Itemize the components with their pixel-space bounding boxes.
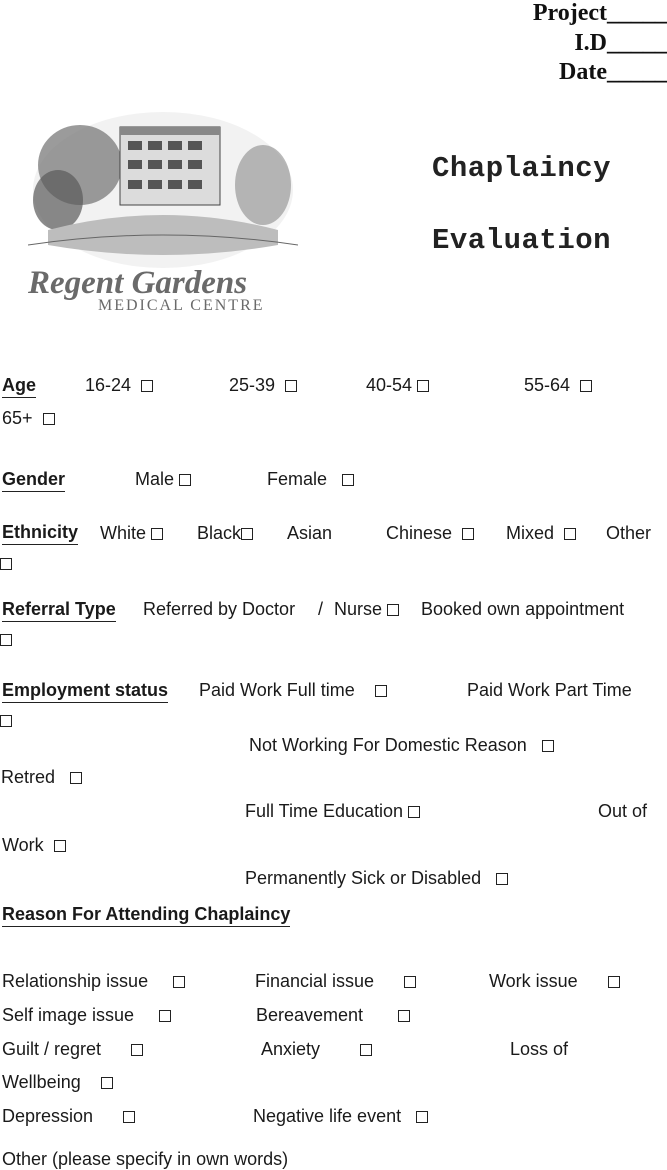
checkbox[interactable] [70, 772, 82, 784]
referral-slash: / [318, 599, 324, 619]
checkbox[interactable] [101, 1077, 113, 1089]
reason-loss-of: Loss of [510, 1039, 569, 1059]
checkbox[interactable] [0, 634, 12, 646]
checkbox[interactable] [285, 380, 297, 392]
age-label: Age [2, 375, 36, 398]
reason-wellbeing: Wellbeing [2, 1072, 113, 1093]
checkbox[interactable] [387, 604, 399, 616]
gender-option-male: Male [135, 469, 191, 490]
employment-status-label: Employment status [2, 680, 168, 703]
reason-financial: Financial issue [255, 971, 416, 992]
ethnicity-option-asian: Asian [287, 523, 333, 543]
gender-option-female: Female [267, 469, 354, 490]
employment-out-of-work: Work [2, 835, 66, 856]
reason-guilt: Guilt / regret [2, 1039, 143, 1060]
age-option-16-24: 16-24 [85, 375, 153, 396]
ethnicity-option-white: White [100, 523, 163, 544]
checkbox[interactable] [398, 1010, 410, 1022]
ethnicity-other-checkbox [0, 556, 12, 574]
checkbox[interactable] [375, 685, 387, 697]
referral-nurse: Nurse [334, 599, 399, 620]
age-option-25-39: 25-39 [229, 375, 297, 396]
reason-other: Other (please specify in own words) [2, 1149, 289, 1169]
checkbox[interactable] [241, 528, 253, 540]
employment-retired: Retred [1, 767, 82, 788]
ethnicity-option-other: Other [606, 523, 652, 543]
checkbox[interactable] [342, 474, 354, 486]
title-line-1: Chaplaincy [432, 152, 612, 185]
employment-domestic: Not Working For Domestic Reason [249, 735, 554, 756]
checkbox[interactable] [462, 528, 474, 540]
ethnicity-option-chinese: Chinese [386, 523, 474, 544]
checkbox[interactable] [54, 840, 66, 852]
checkbox[interactable] [416, 1111, 428, 1123]
ethnicity-option-mixed: Mixed [506, 523, 576, 544]
checkbox[interactable] [159, 1010, 171, 1022]
checkbox[interactable] [173, 976, 185, 988]
employment-part-time: Paid Work Part Time [467, 680, 632, 700]
regent-gardens-logo [28, 105, 298, 320]
checkbox[interactable] [496, 873, 508, 885]
reason-work: Work issue [489, 971, 620, 992]
checkbox[interactable] [564, 528, 576, 540]
checkbox[interactable] [608, 976, 620, 988]
referral-type-label: Referral Type [2, 599, 116, 622]
date-field[interactable]: Date_____ [559, 59, 667, 85]
checkbox[interactable] [417, 380, 429, 392]
checkbox[interactable] [179, 474, 191, 486]
checkbox[interactable] [360, 1044, 372, 1056]
checkbox[interactable] [43, 413, 55, 425]
checkbox[interactable] [0, 715, 12, 727]
reason-bereavement: Bereavement [256, 1005, 410, 1026]
reason-negative-life-event: Negative life event [253, 1106, 428, 1127]
checkbox[interactable] [141, 380, 153, 392]
age-option-65plus: 65+ [2, 408, 55, 429]
building-illustration [28, 105, 298, 270]
gender-label: Gender [2, 469, 65, 492]
employment-full-time: Paid Work Full time [199, 680, 387, 701]
employment-part-time-checkbox [0, 713, 12, 731]
checkbox[interactable] [404, 976, 416, 988]
age-option-40-54: 40-54 [366, 375, 429, 396]
reason-anxiety: Anxiety [261, 1039, 372, 1060]
referral-own-checkbox [0, 632, 12, 650]
id-field[interactable]: I.D_____ [574, 30, 667, 56]
reason-self-image: Self image issue [2, 1005, 171, 1026]
referral-by-doctor: Referred by Doctor [143, 599, 296, 619]
logo-subtitle: MEDICAL CENTRE [98, 297, 265, 314]
checkbox[interactable] [0, 558, 12, 570]
checkbox[interactable] [408, 806, 420, 818]
checkbox[interactable] [542, 740, 554, 752]
reason-relationship: Relationship issue [2, 971, 185, 992]
employment-education: Full Time Education [245, 801, 420, 822]
ethnicity-option-black: Black [197, 523, 253, 544]
project-field[interactable]: Project_____ [532, 0, 667, 26]
reason-label: Reason For Attending Chaplaincy [2, 904, 290, 927]
logo-name: Regent Gardens [28, 265, 248, 301]
checkbox[interactable] [580, 380, 592, 392]
reason-depression: Depression [2, 1106, 135, 1127]
employment-out-of: Out of [598, 801, 648, 821]
title-line-2: Evaluation [432, 224, 612, 257]
checkbox[interactable] [131, 1044, 143, 1056]
checkbox[interactable] [123, 1111, 135, 1123]
checkbox[interactable] [151, 528, 163, 540]
referral-own-appointment: Booked own appointment [421, 599, 625, 619]
age-option-55-64: 55-64 [524, 375, 592, 396]
employment-sick: Permanently Sick or Disabled [245, 868, 508, 889]
ethnicity-label: Ethnicity [2, 522, 78, 545]
